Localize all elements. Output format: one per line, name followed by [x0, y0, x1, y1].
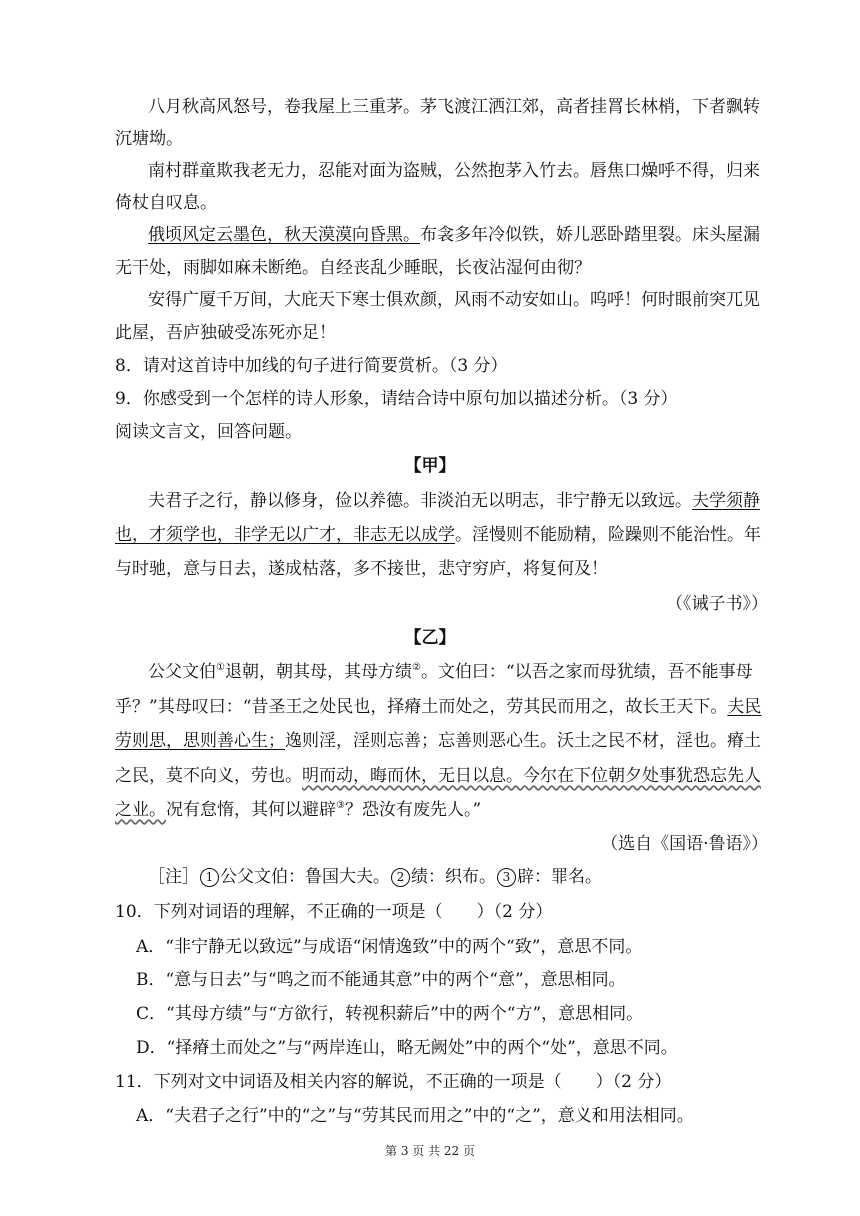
- yi-line: 公父文伯①退朝，朝其母，其母方绩②。文伯曰：“以吾之家而母犹绩，吾不能事母: [148, 662, 753, 682]
- reading-intro: 阅读文言文，回答问题。: [115, 422, 302, 442]
- yi-line: 之业。况有怠惰，其何以避辟③？恐汝有废先人。”: [115, 800, 482, 820]
- jia-line: 也，才须学也，非学无以广才，非志无以成学。淫慢则不能励精，险躁则不能治性。年: [115, 525, 761, 545]
- poem-line: 俄顷风定云墨色，秋天漠漠向昏黑。布衾多年冷似铁，娇儿恶卧踏里裂。床头屋漏: [148, 225, 760, 245]
- poem-line: 八月秋高风怒号，卷我屋上三重茅。茅飞渡江洒江郊，高者挂罥长林梢，下者飘转: [148, 97, 760, 117]
- section-title-jia: 【甲】: [404, 456, 456, 476]
- yi-source: （选自《国语·鲁语》）: [601, 834, 768, 854]
- circled-number: 2: [391, 868, 410, 887]
- poem-line: 倚杖自叹息。: [115, 193, 217, 213]
- yi-line: 劳则思，思则善心生；逸则淫，淫则忘善；忘善则恶心生。沃土之民不材，淫也。瘠土: [115, 731, 761, 751]
- option: B．“意与日去”与“鸣之而不能通其意”中的两个“意”，意思相同。: [136, 970, 626, 990]
- question-10: 10．下列对词语的理解，不正确的一项是（ ）（2 分）: [115, 902, 553, 922]
- poem-line: 安得广厦千万间，大庇天下寒士俱欢颜，风雨不动安如山。呜呼！何时眼前突兀见: [148, 290, 760, 310]
- poem-line: 南村群童欺我老无力，忍能对面为盗贼，公然抱茅入竹去。唇焦口燥呼不得，归来: [148, 161, 760, 181]
- yi-line: 乎？”其母叹曰：“昔圣王之处民也，择瘠土而处之，劳其民而用之，故长王天下。夫民: [115, 697, 762, 717]
- section-title-yi: 【乙】: [404, 628, 456, 648]
- footnote-marker: ③: [336, 800, 345, 811]
- option: C．“其母方绩”与“方欲行，转视积薪后”中的两个“方”，意思相同。: [136, 1004, 644, 1024]
- question-8: 8．请对这首诗中加线的句子进行简要赏析。（3 分）: [115, 356, 508, 376]
- circled-number: 3: [497, 868, 516, 887]
- question-9: 9．你感受到一个怎样的诗人形象，请结合诗中原句加以描述分析。（3 分）: [115, 389, 678, 409]
- jia-source: （《诫子书》）: [666, 594, 768, 614]
- annotation-note: ［注］ 1 公父文伯：鲁国大夫。 2 绩：织布。 3 辟：罪名。: [148, 867, 602, 887]
- poem-line: 此屋，吾庐独破受冻死亦足！: [115, 323, 336, 343]
- question-11: 11．下列对文中词语及相关内容的解说，不正确的一项是（ ）（2 分）: [115, 1072, 672, 1092]
- footnote-marker: ②: [411, 662, 421, 673]
- option: A．“非宁静无以致远”与成语“闲情逸致”中的两个“致”，意思不同。: [136, 937, 643, 957]
- option: D．“择瘠土而处之”与“两岸连山，略无阙处”中的两个“处”，意思不同。: [136, 1038, 678, 1058]
- underlined-verse: 俄顷风定云墨色，秋天漠漠向昏黑。: [148, 225, 420, 245]
- yi-line: 之民，莫不向义，劳也。明而动，晦而休，无日以息。今尔在下位朝夕处事犹恐忘先人: [115, 766, 761, 786]
- jia-line: 与时驰，意与日去，遂成枯落，多不接世，悲守穷庐，将复何及！: [115, 559, 608, 579]
- jia-line: 夫君子之行，静以修身，俭以养德。非淡泊无以明志，非宁静无以致远。夫学须静: [148, 491, 760, 511]
- poem-line: 沉塘坳。: [115, 129, 183, 149]
- option: A．“夫君子之行”中的“之”与“劳其民而用之”中的“之”，意义和用法相同。: [136, 1106, 694, 1126]
- poem-line: 无干处，雨脚如麻未断绝。自经丧乱少睡眠，长夜沾湿何由彻？: [115, 258, 591, 278]
- page-footer: 第 3 页 共 22 页: [385, 1144, 475, 1158]
- circled-number: 1: [200, 868, 219, 887]
- footnote-marker: ①: [216, 662, 225, 673]
